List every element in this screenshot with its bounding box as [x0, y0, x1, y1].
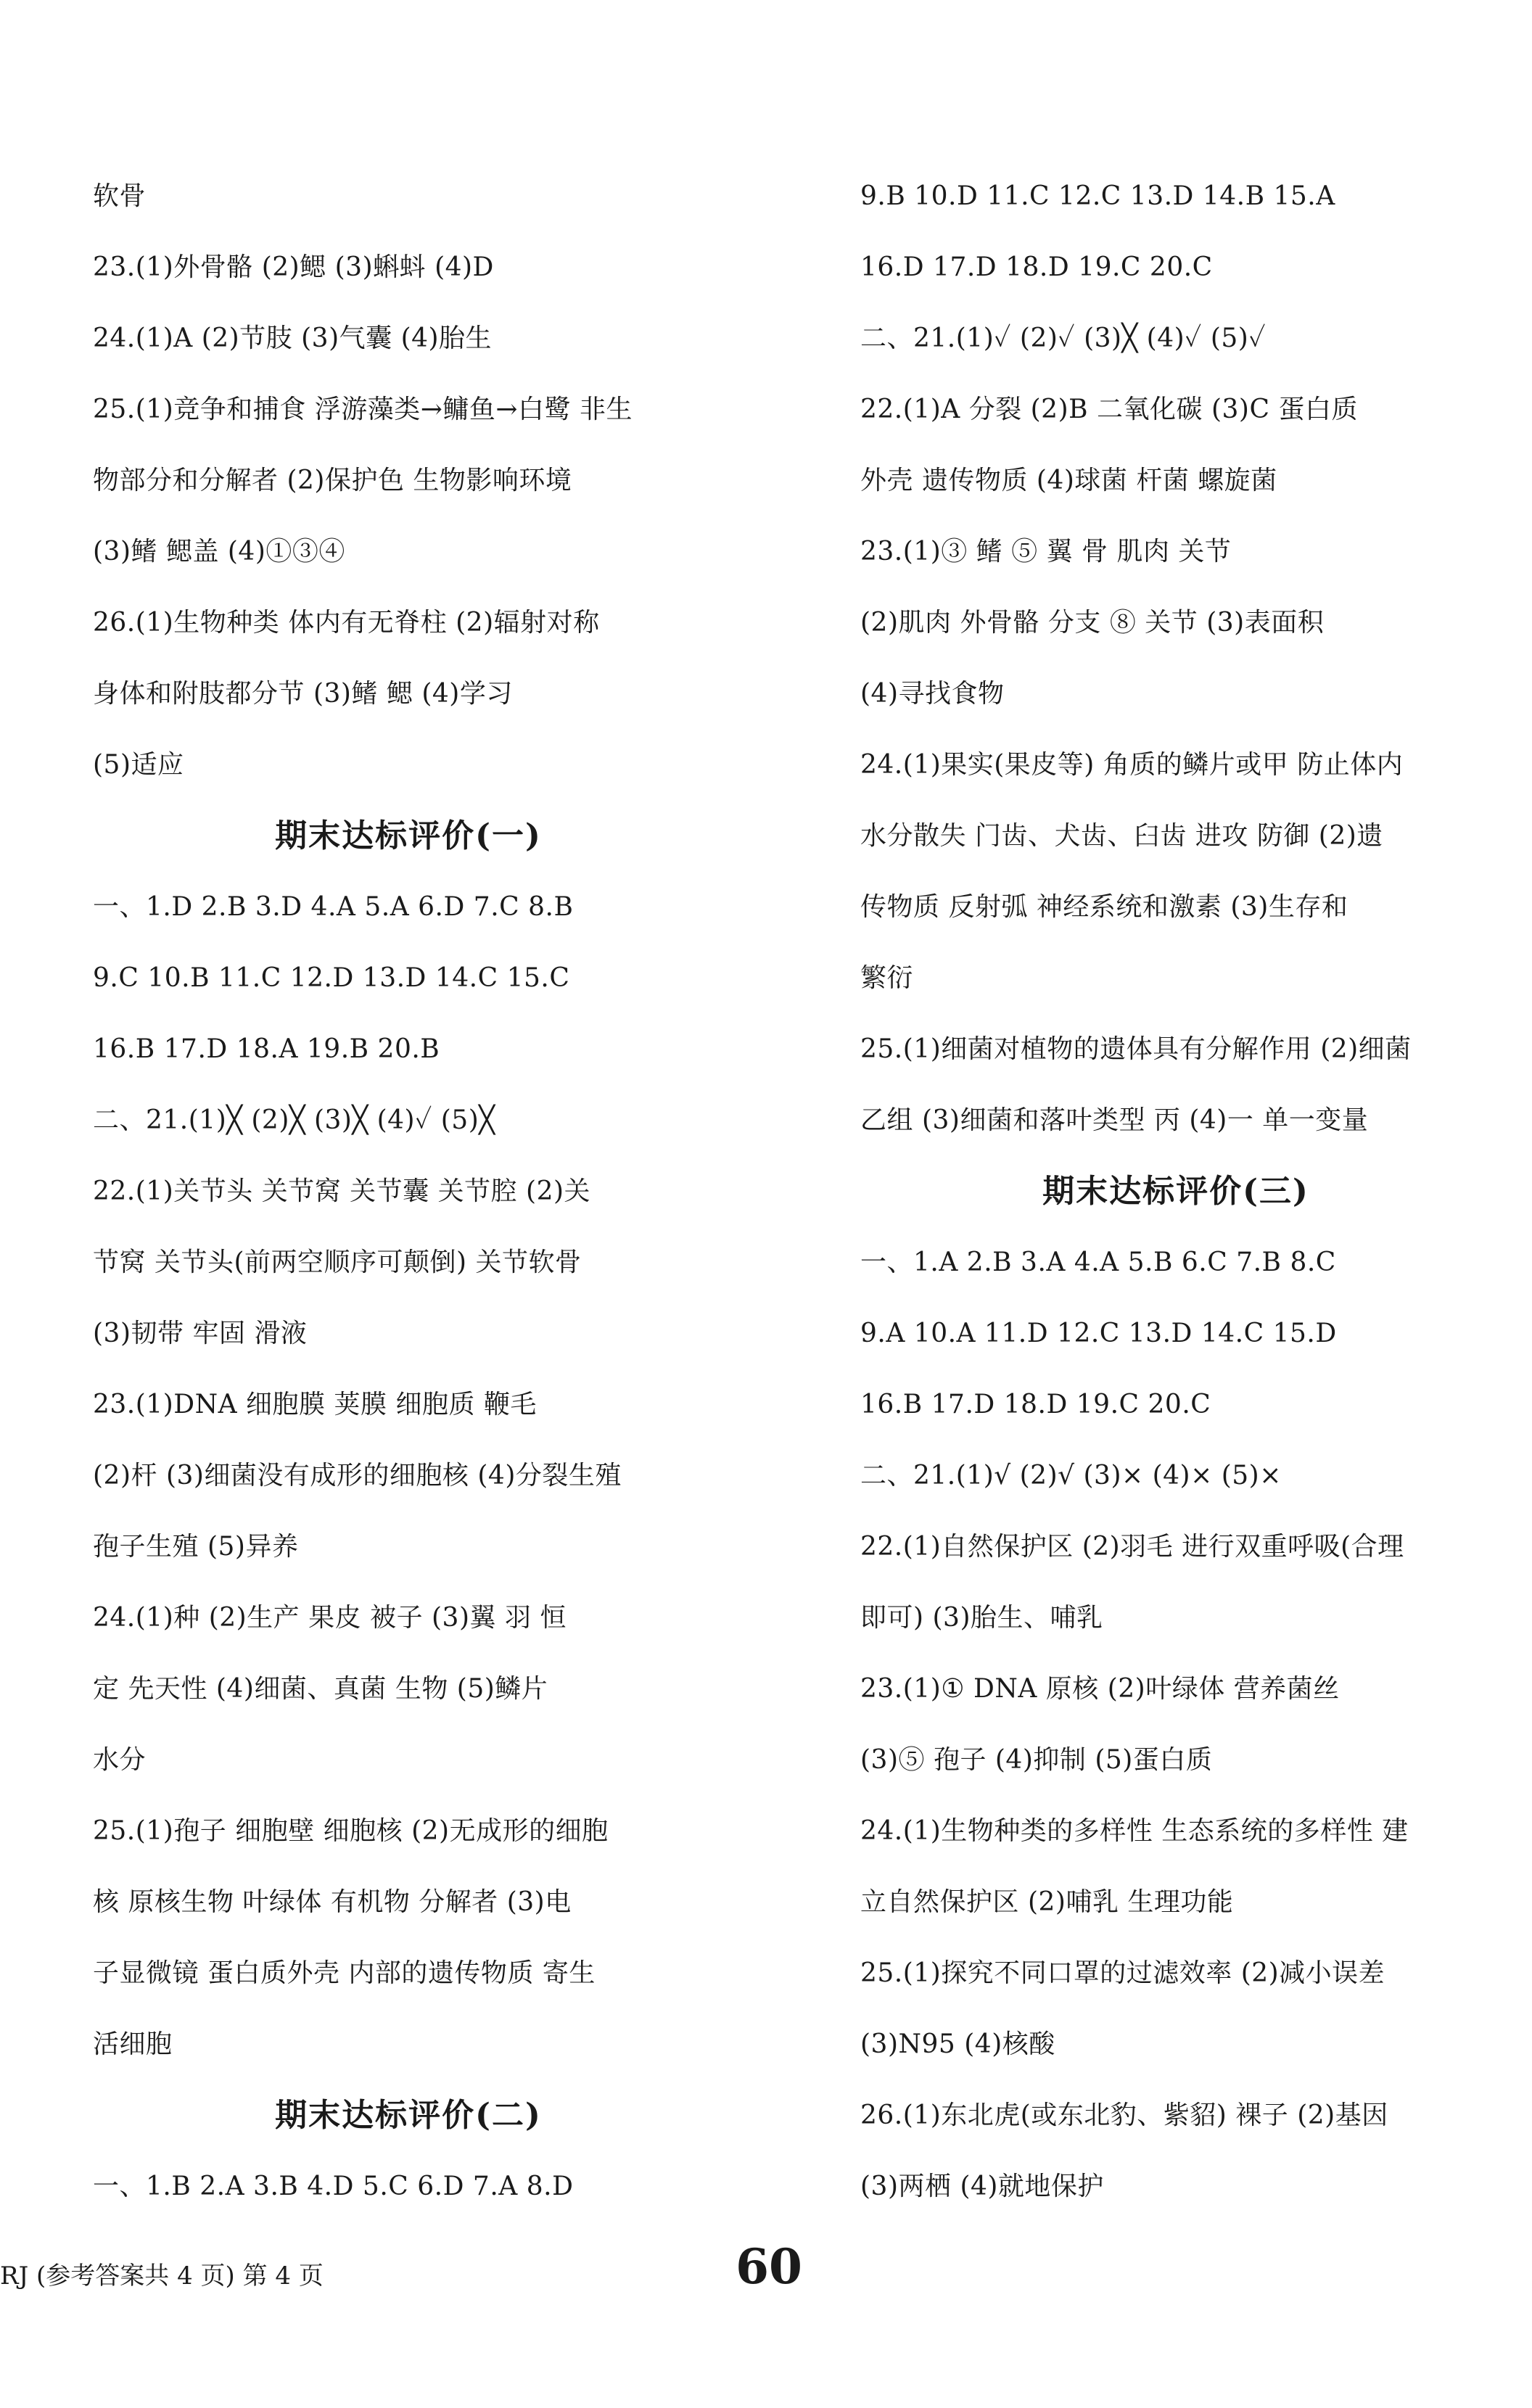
section-heading: 期末达标评价(一) [275, 817, 542, 854]
answer-line: 23.(1)外骨骼 (2)鳃 (3)蝌蚪 (4)D [93, 252, 494, 282]
answer-line: 16.D 17.D 18.D 19.C 20.C [860, 252, 1213, 282]
answer-line: 二、21.(1)╳ (2)╳ (3)╳ (4)✓ (5)╳ [93, 1105, 495, 1135]
answer-line: 一、1.B 2.A 3.B 4.D 5.C 6.D 7.A 8.D [93, 2172, 574, 2201]
answer-line: 22.(1)自然保护区 (2)羽毛 进行双重呼吸(合理 [860, 1532, 1404, 1562]
answer-line: 身体和附肢都分节 (3)鳍 鳃 (4)学习 [93, 679, 513, 709]
answer-line: 22.(1)A 分裂 (2)B 二氧化碳 (3)C 蛋白质 [860, 395, 1358, 424]
answer-line: 24.(1)种 (2)生产 果皮 被子 (3)翼 羽 恒 [93, 1603, 567, 1633]
left-column [93, 161, 724, 2222]
answer-line: 24.(1)果实(果皮等) 角质的鳞片或甲 防止体内 [860, 750, 1404, 780]
answer-line: 26.(1)生物种类 体内有无脊柱 (2)辐射对称 [93, 608, 600, 638]
answer-line: 16.B 17.D 18.D 19.C 20.C [860, 1390, 1211, 1419]
answer-line: 一、1.A 2.B 3.A 4.A 5.B 6.C 7.B 8.C [860, 1248, 1336, 1277]
answer-line: 22.(1)关节头 关节窝 关节囊 关节腔 (2)关 [93, 1176, 591, 1206]
answer-line: 立自然保护区 (2)哺乳 生理功能 [860, 1887, 1234, 1917]
answer-line: (3)鳍 鳃盖 (4)①③④ [93, 537, 345, 566]
answer-line: 9.A 10.A 11.D 12.C 13.D 14.C 15.D [860, 1319, 1337, 1348]
section-heading: 期末达标评价(三) [1042, 1173, 1309, 1210]
section-heading: 期末达标评价(二) [275, 2097, 542, 2134]
answer-line: 传物质 反射弧 神经系统和激素 (3)生存和 [860, 892, 1348, 922]
right-column [860, 161, 1491, 2222]
answer-line: 一、1.D 2.B 3.D 4.A 5.A 6.D 7.C 8.B [93, 892, 574, 922]
page-number: 60 [736, 2238, 802, 2295]
answer-line: (2)肌肉 外骨骼 分支 ⑧ 关节 (3)表面积 [860, 608, 1325, 638]
answer-line: 物部分和分解者 (2)保护色 生物影响环境 [93, 466, 572, 495]
answer-line: 乙组 (3)细菌和落叶类型 丙 (4)一 单一变量 [860, 1105, 1369, 1135]
answer-line: 即可) (3)胎生、哺乳 [860, 1603, 1103, 1633]
answer-line: 二、21.(1)√ (2)√ (3)× (4)× (5)× [860, 1461, 1282, 1490]
answer-line: 繁衍 [860, 963, 914, 993]
answer-line: 23.(1)③ 鳍 ⑤ 翼 骨 肌肉 关节 [860, 537, 1232, 566]
answer-line: (2)杆 (3)细菌没有成形的细胞核 (4)分裂生殖 [93, 1461, 622, 1490]
answer-line: 24.(1)生物种类的多样性 生态系统的多样性 建 [860, 1816, 1409, 1846]
answer-line: 软骨 [93, 181, 147, 211]
answer-line: 24.(1)A (2)节肢 (3)气囊 (4)胎生 [93, 323, 493, 353]
answer-line: (3)N95 (4)核酸 [860, 2029, 1055, 2059]
answer-line: 外壳 遗传物质 (4)球菌 杆菌 螺旋菌 [860, 466, 1277, 495]
answer-line: 孢子生殖 (5)异养 [93, 1532, 299, 1562]
answer-line: (3)韧带 牢固 滑液 [93, 1319, 308, 1348]
answer-line: 核 原核生物 叶绿体 有机物 分解者 (3)电 [93, 1887, 572, 1917]
answer-line: 二、21.(1)✓ (2)✓ (3)╳ (4)✓ (5)✓ [860, 323, 1267, 353]
answer-line: (5)适应 [93, 750, 184, 780]
answer-line: 23.(1)① DNA 原核 (2)叶绿体 营养菌丝 [860, 1674, 1340, 1704]
answer-line: 25.(1)孢子 细胞壁 细胞核 (2)无成形的细胞 [93, 1816, 609, 1846]
answer-line: 水分 [93, 1745, 147, 1775]
answer-line: 25.(1)竞争和捕食 浮游藻类→鳙鱼→白鹭 非生 [93, 395, 633, 424]
answer-line: 节窝 关节头(前两空顺序可颠倒) 关节软骨 [93, 1248, 582, 1277]
answer-line: 25.(1)细菌对植物的遗体具有分解作用 (2)细菌 [860, 1034, 1412, 1064]
answer-line: 16.B 17.D 18.A 19.B 20.B [93, 1034, 440, 1064]
answer-line: 定 先天性 (4)细菌、真菌 生物 (5)鳞片 [93, 1674, 548, 1704]
answer-line: (3)⑤ 孢子 (4)抑制 (5)蛋白质 [860, 1745, 1213, 1775]
answer-line: 活细胞 [93, 2029, 173, 2059]
answer-line: 子显微镜 蛋白质外壳 内部的遗传物质 寄生 [93, 1958, 596, 1988]
answer-line: 9.B 10.D 11.C 12.C 13.D 14.B 15.A [860, 181, 1335, 211]
answer-line: 9.C 10.B 11.C 12.D 13.D 14.C 15.C [93, 963, 570, 993]
footer-page-info: RJ (参考答案共 4 页) 第 4 页 [0, 2261, 324, 2291]
answer-line: 26.(1)东北虎(或东北豹、紫貂) 裸子 (2)基因 [860, 2100, 1388, 2130]
answer-line: 25.(1)探究不同口罩的过滤效率 (2)减小误差 [860, 1958, 1385, 1988]
answer-line: 23.(1)DNA 细胞膜 荚膜 细胞质 鞭毛 [93, 1390, 537, 1419]
answer-line: 水分散失 门齿、犬齿、臼齿 进攻 防御 (2)遗 [860, 821, 1383, 851]
answer-line: (3)两栖 (4)就地保护 [860, 2172, 1104, 2201]
answer-line: (4)寻找食物 [860, 679, 1005, 709]
